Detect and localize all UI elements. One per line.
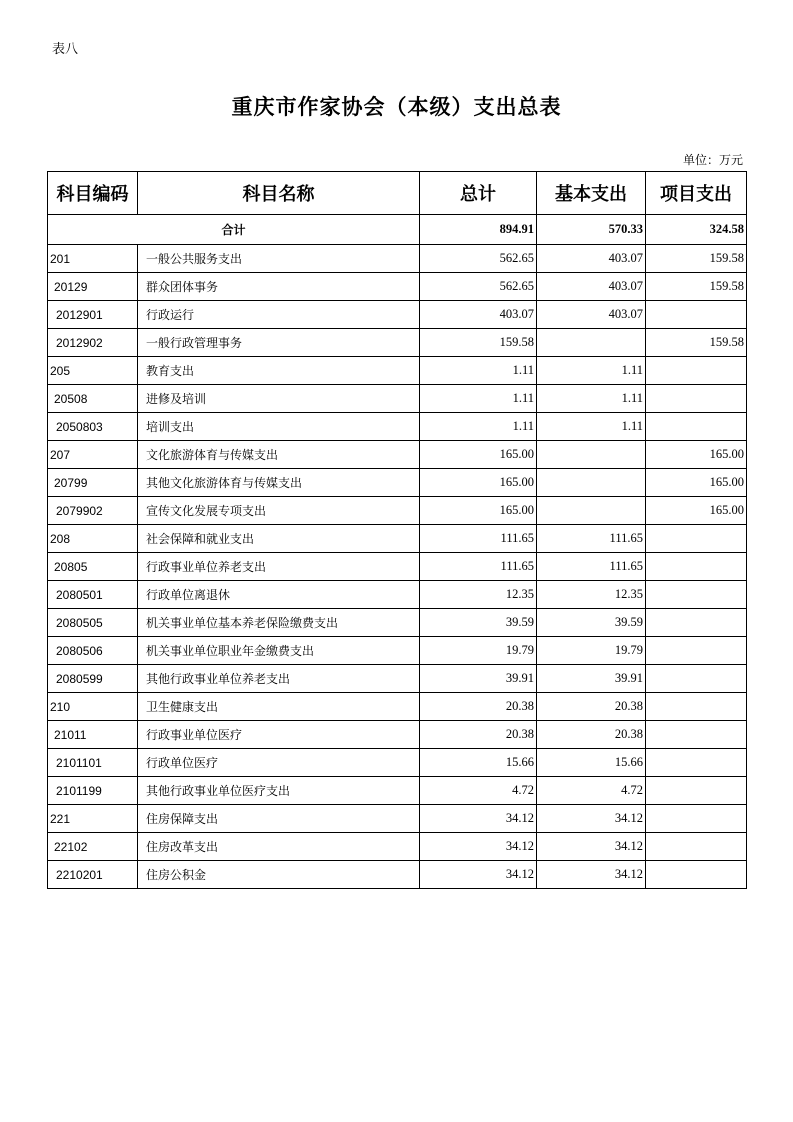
row-project: 159.58	[646, 273, 747, 301]
row-project	[646, 805, 747, 833]
page-title: 重庆市作家协会（本级）支出总表	[231, 95, 562, 119]
row-total: 39.59	[420, 609, 537, 637]
table-row	[48, 441, 747, 469]
row-name: 一般公共服务支出	[138, 245, 420, 273]
row-project	[646, 861, 747, 889]
row-code: 22102	[48, 833, 138, 861]
row-project	[646, 693, 747, 721]
row-code: 208	[48, 525, 138, 553]
table-row	[48, 609, 747, 637]
row-name: 机关事业单位基本养老保险缴费支出	[138, 609, 420, 637]
row-basic: 19.79	[537, 637, 646, 665]
row-name: 卫生健康支出	[138, 693, 420, 721]
row-code: 221	[48, 805, 138, 833]
row-code: 210	[48, 693, 138, 721]
row-total: 165.00	[420, 441, 537, 469]
row-code: 20508	[48, 385, 138, 413]
row-total: 19.79	[420, 637, 537, 665]
row-total: 1.11	[420, 385, 537, 413]
row-total: 20.38	[420, 721, 537, 749]
table-row	[48, 553, 747, 581]
expenditure-table	[47, 171, 747, 889]
row-name: 培训支出	[138, 413, 420, 441]
row-name: 社会保障和就业支出	[138, 525, 420, 553]
row-project: 165.00	[646, 441, 747, 469]
row-basic: 20.38	[537, 693, 646, 721]
row-name: 其他文化旅游体育与传媒支出	[138, 469, 420, 497]
row-total: 20.38	[420, 693, 537, 721]
total-label: 合计	[48, 215, 420, 245]
header-basic: 基本支出	[537, 172, 646, 215]
row-project	[646, 301, 747, 329]
table-row	[48, 385, 747, 413]
row-code: 21011	[48, 721, 138, 749]
row-basic: 403.07	[537, 273, 646, 301]
row-project	[646, 525, 747, 553]
table-row	[48, 301, 747, 329]
table-row	[48, 581, 747, 609]
row-basic	[537, 329, 646, 357]
row-project	[646, 413, 747, 441]
row-code: 207	[48, 441, 138, 469]
total-total: 894.91	[420, 215, 537, 245]
table-row	[48, 749, 747, 777]
total-basic: 570.33	[537, 215, 646, 245]
row-name: 住房公积金	[138, 861, 420, 889]
row-name: 行政事业单位医疗	[138, 721, 420, 749]
table-row	[48, 665, 747, 693]
row-code: 2050803	[48, 413, 138, 441]
row-total: 165.00	[420, 469, 537, 497]
row-name: 进修及培训	[138, 385, 420, 413]
row-basic: 1.11	[537, 385, 646, 413]
total-row	[48, 215, 747, 245]
row-basic	[537, 469, 646, 497]
row-name: 群众团体事务	[138, 273, 420, 301]
row-code: 2101101	[48, 749, 138, 777]
header-row	[48, 172, 747, 215]
row-basic: 12.35	[537, 581, 646, 609]
row-basic: 1.11	[537, 357, 646, 385]
row-name: 其他行政事业单位医疗支出	[138, 777, 420, 805]
row-total: 111.65	[420, 525, 537, 553]
row-name: 文化旅游体育与传媒支出	[138, 441, 420, 469]
row-project: 159.58	[646, 245, 747, 273]
row-name: 住房改革支出	[138, 833, 420, 861]
table-row	[48, 693, 747, 721]
row-code: 2079902	[48, 497, 138, 525]
row-code: 2012901	[48, 301, 138, 329]
row-basic: 111.65	[537, 525, 646, 553]
row-total: 39.91	[420, 665, 537, 693]
row-name: 住房保障支出	[138, 805, 420, 833]
row-total: 562.65	[420, 245, 537, 273]
unit-label: 单位：万元	[682, 153, 743, 167]
row-total: 1.11	[420, 357, 537, 385]
row-name: 行政事业单位养老支出	[138, 553, 420, 581]
table-row	[48, 805, 747, 833]
row-total: 165.00	[420, 497, 537, 525]
row-code: 2080506	[48, 637, 138, 665]
row-code: 2012902	[48, 329, 138, 357]
row-basic: 34.12	[537, 805, 646, 833]
row-name: 其他行政事业单位养老支出	[138, 665, 420, 693]
row-project	[646, 581, 747, 609]
table-row	[48, 721, 747, 749]
row-basic: 39.59	[537, 609, 646, 637]
row-project	[646, 749, 747, 777]
row-code: 20799	[48, 469, 138, 497]
row-name: 行政单位离退休	[138, 581, 420, 609]
table-row	[48, 497, 747, 525]
row-basic: 39.91	[537, 665, 646, 693]
row-code: 2080501	[48, 581, 138, 609]
row-project	[646, 609, 747, 637]
row-code: 20805	[48, 553, 138, 581]
row-code: 2210201	[48, 861, 138, 889]
row-total: 1.11	[420, 413, 537, 441]
row-project: 165.00	[646, 497, 747, 525]
row-total: 4.72	[420, 777, 537, 805]
row-project	[646, 357, 747, 385]
row-total: 562.65	[420, 273, 537, 301]
row-project	[646, 665, 747, 693]
row-total: 34.12	[420, 833, 537, 861]
row-basic: 34.12	[537, 861, 646, 889]
row-basic: 15.66	[537, 749, 646, 777]
row-basic	[537, 441, 646, 469]
row-basic: 1.11	[537, 413, 646, 441]
row-project: 165.00	[646, 469, 747, 497]
row-name: 教育支出	[138, 357, 420, 385]
header-total: 总计	[420, 172, 537, 215]
row-name: 一般行政管理事务	[138, 329, 420, 357]
row-name: 行政运行	[138, 301, 420, 329]
row-total: 34.12	[420, 861, 537, 889]
row-basic: 403.07	[537, 301, 646, 329]
row-basic: 403.07	[537, 245, 646, 273]
row-basic: 20.38	[537, 721, 646, 749]
header-code: 科目编码	[48, 172, 138, 215]
table-row	[48, 245, 747, 273]
row-code: 2080505	[48, 609, 138, 637]
table-row	[48, 329, 747, 357]
header-name: 科目名称	[138, 172, 420, 215]
row-total: 12.35	[420, 581, 537, 609]
header-project: 项目支出	[646, 172, 747, 215]
table-row	[48, 861, 747, 889]
row-project	[646, 637, 747, 665]
row-name: 行政单位医疗	[138, 749, 420, 777]
table-row	[48, 413, 747, 441]
table-row	[48, 357, 747, 385]
table-row	[48, 833, 747, 861]
row-project	[646, 553, 747, 581]
row-code: 2101199	[48, 777, 138, 805]
table-row	[48, 469, 747, 497]
row-total: 34.12	[420, 805, 537, 833]
total-project: 324.58	[646, 215, 747, 245]
row-code: 201	[48, 245, 138, 273]
row-project: 159.58	[646, 329, 747, 357]
row-code: 2080599	[48, 665, 138, 693]
row-total: 159.58	[420, 329, 537, 357]
row-project	[646, 777, 747, 805]
row-basic	[537, 497, 646, 525]
row-project	[646, 833, 747, 861]
row-name: 机关事业单位职业年金缴费支出	[138, 637, 420, 665]
row-total: 15.66	[420, 749, 537, 777]
row-name: 宣传文化发展专项支出	[138, 497, 420, 525]
row-basic: 34.12	[537, 833, 646, 861]
row-code: 205	[48, 357, 138, 385]
table-row	[48, 273, 747, 301]
table-number: 表八	[52, 42, 79, 57]
table-row	[48, 525, 747, 553]
row-total: 403.07	[420, 301, 537, 329]
row-code: 20129	[48, 273, 138, 301]
row-project	[646, 721, 747, 749]
table-row	[48, 777, 747, 805]
row-basic: 111.65	[537, 553, 646, 581]
row-basic: 4.72	[537, 777, 646, 805]
table-row	[48, 637, 747, 665]
row-project	[646, 385, 747, 413]
row-total: 111.65	[420, 553, 537, 581]
